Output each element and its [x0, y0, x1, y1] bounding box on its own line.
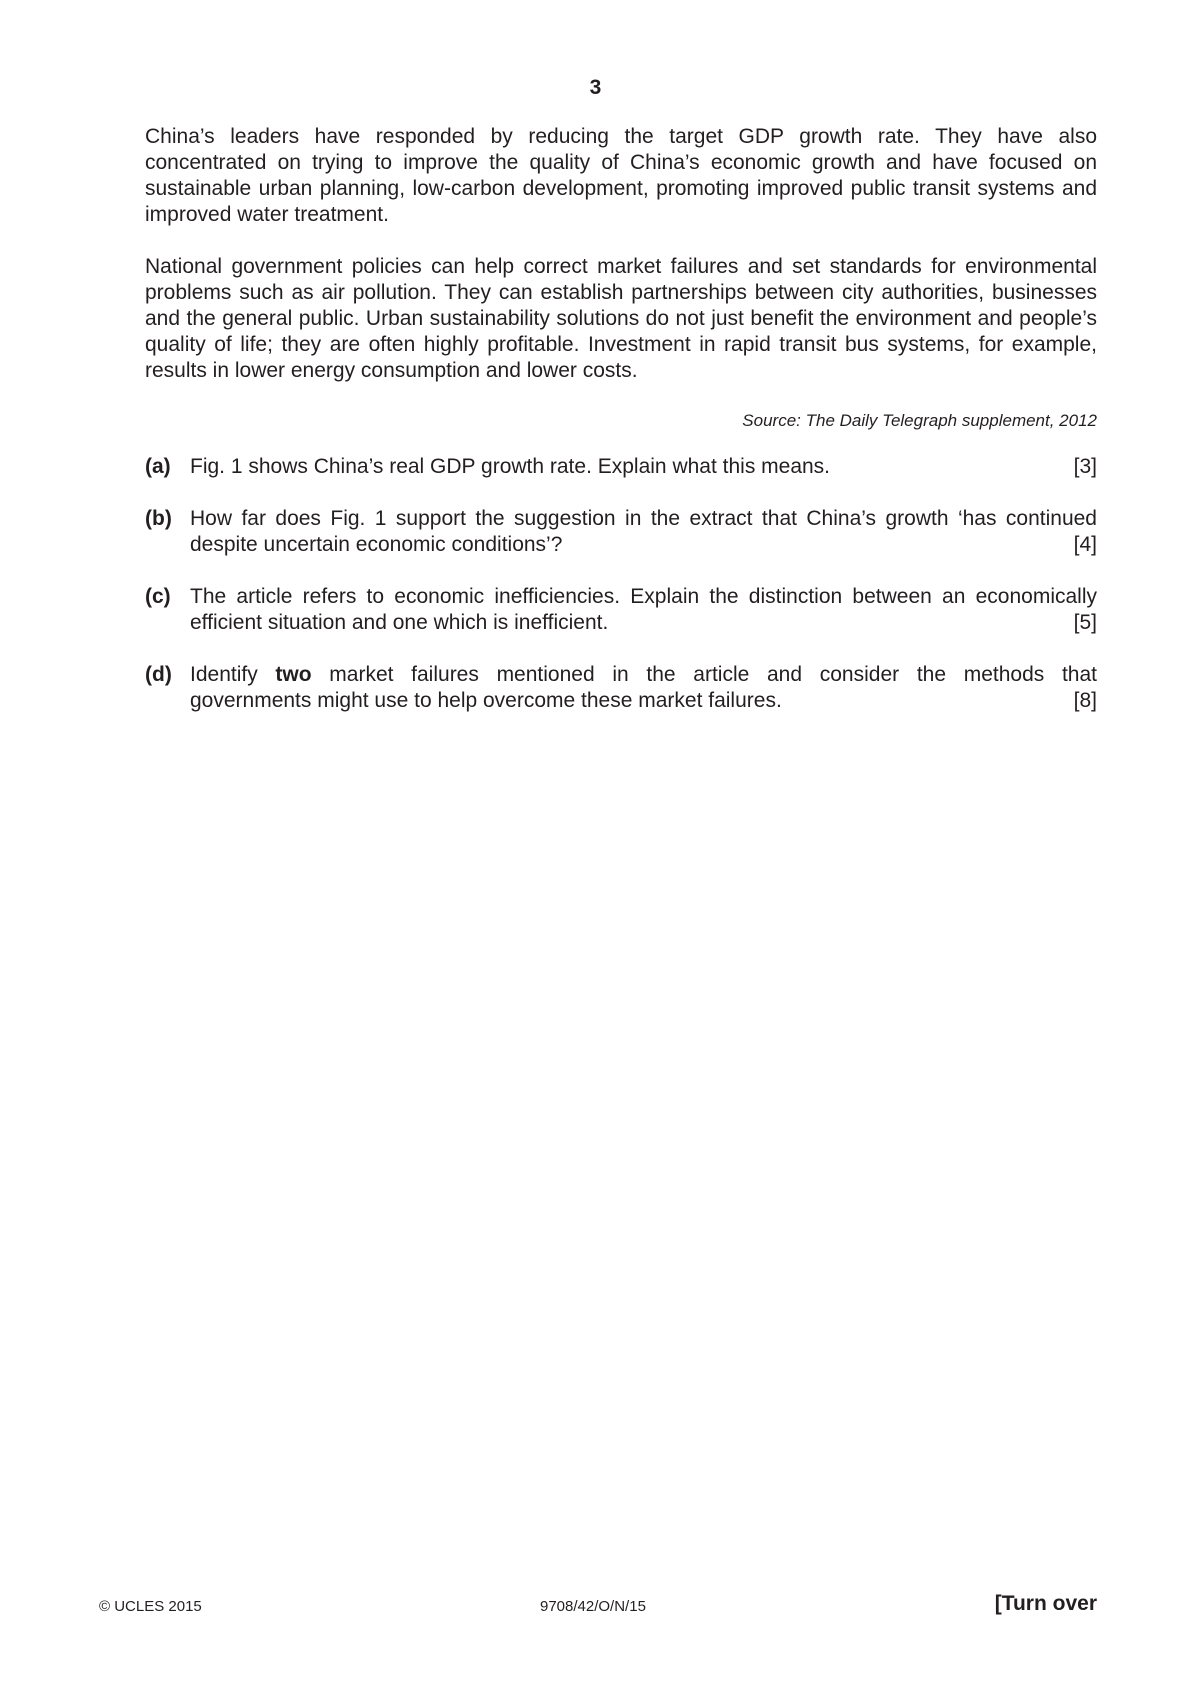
question-text: The article refers to economic inefficiencies. Explain the distinction between an economically: [190, 585, 1097, 608]
question-text-start: Identify: [190, 663, 276, 686]
question-label: (c): [145, 585, 171, 608]
question-marks: [8]: [1073, 689, 1097, 712]
page-number: 3: [589, 76, 602, 99]
question-last-line: [190, 454, 1097, 480]
question-text: Fig. 1 shows China’s real GDP growth rate. Explain what this means.: [190, 455, 831, 478]
footer-copyright: © UCLES 2015: [99, 1598, 202, 1615]
question-label: (d): [145, 663, 172, 686]
question-marks: [4]: [1073, 533, 1097, 556]
question-c: [145, 584, 1097, 636]
paragraph: National government policies can help correct market failures and set standards for environmental problems such as air pollution. They can establish partnerships between city authorities, businesses and the general public. Urban sustainability solutions do not just benefit the environment and people’s quality of life; they are often highly profitable. Investment in rapid transit bus systems, for example, results in lower energy consumption and lower costs.: [145, 255, 1097, 382]
question-text: [190, 662, 1097, 688]
question-text: governments might use to help overcome these market failures.: [190, 689, 782, 712]
question-last-line: [190, 610, 1097, 636]
question-last-line: [190, 532, 1097, 558]
question-text: despite uncertain economic conditions’?: [190, 533, 563, 556]
question-marks: [5]: [1073, 611, 1097, 634]
question-last-line: [190, 688, 1097, 714]
footer-paper-code: 9708/42/O/N/15: [540, 1598, 646, 1615]
footer-turn-over: [Turn over: [994, 1592, 1097, 1615]
question-b: [145, 506, 1097, 558]
question-label: (b): [145, 507, 172, 530]
question-text-end: market failures mentioned in the article and consider the methods that: [311, 663, 1098, 686]
question-text: efficient situation and one which is inefficient.: [190, 611, 609, 634]
question-marks: [3]: [1073, 455, 1097, 478]
question-text: How far does Fig. 1 support the suggestion in the extract that China’s growth ‘has continued: [190, 507, 1097, 530]
paragraph: China’s leaders have responded by reducing the target GDP growth rate. They have also concentrated on trying to improve the quality of China’s economic growth and have focused on sustainable urban planning, low-carbon development, promoting improved public transit systems and improved water treatment.: [145, 125, 1097, 226]
document-body: [145, 124, 1097, 740]
question-label: (a): [145, 455, 171, 478]
question-a: [145, 454, 1097, 480]
source-citation: Source: The Daily Telegraph supplement, 2012: [742, 411, 1097, 430]
emphasis-two: two: [275, 663, 312, 686]
question-d: [145, 662, 1097, 714]
